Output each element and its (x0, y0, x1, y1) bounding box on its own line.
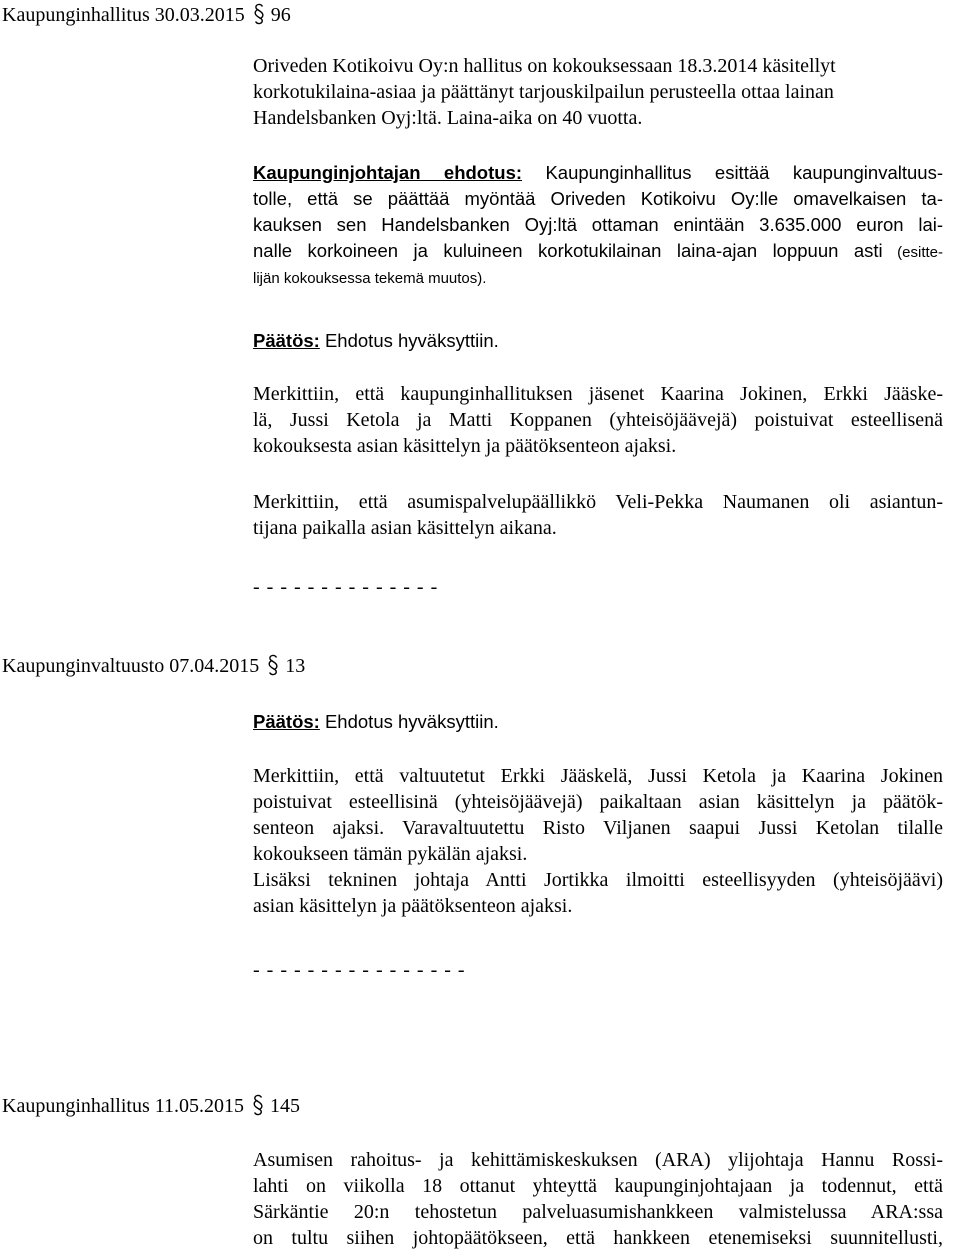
text-line: tijana paikalla asian käsittelyn aikana. (253, 517, 557, 539)
section-header (2, 653, 305, 679)
text-line: Särkäntie 20:n tehostetun palveluasumishankkeen valmistelussa ARA:ssa (253, 1201, 943, 1223)
note-paragraph (253, 381, 943, 459)
text-line: Merkittiin, että kaupunginhallituksen jäsenet Kaarina Jokinen, Erkki Jääske- (253, 383, 943, 405)
header-number: 96 (270, 4, 291, 26)
text-line: Merkittiin, että valtuutetut Erkki Jääskelä, Jussi Ketola ja Kaarina Jokinen (253, 765, 943, 787)
header-body: Kaupunginvaltuusto 07.04.2015 (2, 655, 260, 677)
header-body: Kaupunginhallitus 11.05.2015 (2, 1095, 245, 1117)
separator: - - - - - - - - - - - - - - (253, 576, 439, 598)
text-line: Handelsbanken Oyj:ltä. Laina-aika on 40 vuotta. (253, 107, 643, 129)
text-line: Merkittiin, että asumispalvelupäällikkö Veli-Pekka Naumanen oli asiantun- (253, 491, 943, 513)
header-body: Kaupunginhallitus 30.03.2015 (2, 4, 245, 26)
text-line: kokouksesta asian käsittelyn ja päätöksenteon ajaksi. (253, 435, 677, 457)
decision-text: Ehdotus hyväksyttiin. (319, 330, 499, 351)
text-line: Lisäksi tekninen johtaja Antti Jortikka ilmoitti esteellisyyden (yhteisöjäävi) (253, 869, 943, 891)
header-number: 145 (270, 1095, 301, 1117)
section-sign-icon (252, 1094, 264, 1116)
decision-text: Ehdotus hyväksyttiin. (319, 711, 499, 732)
separator: - - - - - - - - - - - - - - - - (253, 959, 466, 981)
note-paragraph (253, 489, 943, 541)
proposal-note-end: lijän kokouksessa tekemä muutos). (253, 270, 487, 287)
intro-paragraph (253, 53, 943, 131)
proposal-text: Kaupunginhallitus esittää kaupunginvaltuus- (522, 162, 943, 183)
text-line: on tultu siihen johtopäätökseen, että hankkeen etenemiseksi suunnitellusti, (253, 1227, 943, 1249)
section-header (2, 1093, 300, 1119)
text-line: poistuivat esteellisinä (yhteisöjäävejä) paikaltaan asian käsittelyn ja päätök- (253, 791, 943, 813)
proposal-paragraph (253, 160, 943, 292)
header-number: 13 (285, 655, 306, 677)
note-paragraph (253, 763, 943, 919)
text-line: nalle korkoineen ja kuluineen korkotukilainan laina-ajan loppuun asti (253, 240, 883, 261)
text-line: asian käsittelyn ja päätöksenteon ajaksi. (253, 895, 573, 917)
section-sign-icon (267, 654, 279, 676)
text-line: senteon ajaksi. Varavaltuutettu Risto Viljanen saapui Jussi Ketolan tilalle (253, 817, 943, 839)
decision-label: Päätös: (253, 711, 320, 732)
decision-line (253, 709, 943, 735)
decision-line (253, 328, 943, 354)
body-paragraph (253, 1147, 943, 1251)
text-line: Asumisen rahoitus- ja kehittämiskeskuksen (ARA) ylijohtaja Hannu Rossi- (253, 1149, 943, 1171)
section-sign-icon (253, 3, 265, 25)
decision-label: Päätös: (253, 330, 320, 351)
text-line: lä, Jussi Ketola ja Matti Koppanen (yhteisöjäävejä) poistuivat esteellisenä (253, 409, 943, 431)
text-line: kokoukseen tämän pykälän ajaksi. (253, 843, 528, 865)
proposal-note: (esitte- (882, 244, 943, 261)
text-line: kauksen sen Handelsbanken Oyj:ltä ottaman enintään 3.635.000 euron lai- (253, 214, 943, 235)
proposal-label: Kaupunginjohtajan ehdotus: (253, 162, 523, 183)
text-line: Oriveden Kotikoivu Oy:n hallitus on kokouksessaan 18.3.2014 käsitellyt (253, 55, 836, 77)
text-line: lahti on viikolla 18 ottanut yhteyttä kaupunginjohtajaan ja todennut, että (253, 1175, 943, 1197)
text-line: tolle, että se päättää myöntää Oriveden Kotikoivu Oy:lle omavelkaisen ta- (253, 188, 943, 209)
text-line: korkotukilaina-asiaa ja päättänyt tarjouskilpailun perusteella ottaa lainan (253, 81, 834, 103)
section-header (2, 2, 291, 28)
